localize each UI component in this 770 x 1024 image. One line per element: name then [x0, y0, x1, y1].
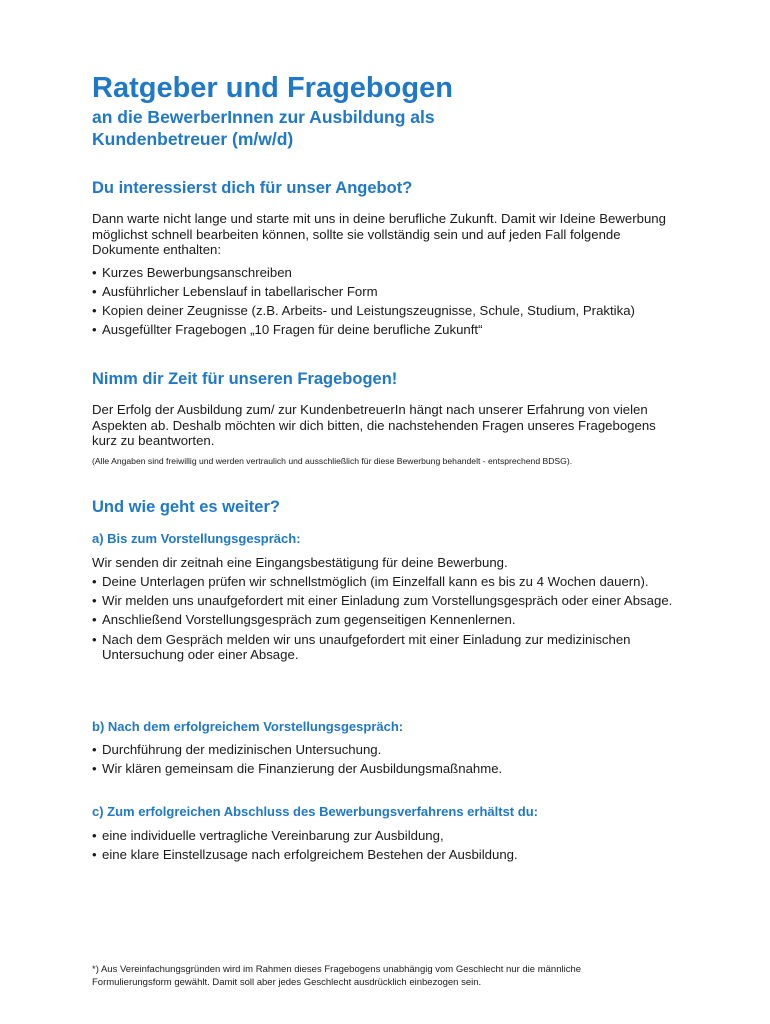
list-item: • Anschließend Vorstellungsgespräch zum gegenseitigen Kennenlernen. [92, 612, 687, 628]
section-b-list [92, 742, 692, 780]
list-item: • Wir melden uns unaufgefordert mit einer Einladung zum Vorstellungsgespräch oder einer Absage. [92, 593, 687, 609]
list-item: • Ausgefüllter Fragebogen „10 Fragen für deine berufliche Zukunft“ [92, 322, 652, 338]
section-a-heading: a) Bis zum Vorstellungsgespräch: [92, 531, 301, 546]
footer-note: *) Aus Vereinfachungsgründen wird im Rahmen dieses Fragebogens unabhängig vom Geschlecht nur die männliche Formulierungsform gewählt. Damit soll aber jedes Geschlecht ausdrücklich einbezogen sein. [92, 964, 582, 988]
section-a-list [92, 574, 687, 666]
section-b-heading: b) Nach dem erfolgreichem Vorstellungsgespräch: [92, 719, 404, 734]
list-item: • Kopien deiner Zeugnisse (z.B. Arbeits- und Leistungszeugnisse, Schule, Studium, Praktika) [92, 303, 652, 319]
questionnaire-heading: Nimm dir Zeit für unseren Fragebogen! [92, 370, 398, 388]
intro-heading: Du interessierst dich für unser Angebot? [92, 179, 413, 197]
section-a-text: Wir senden dir zeitnah eine Eingangsbestätigung für deine Bewerbung. [92, 555, 508, 570]
privacy-note: (Alle Angaben sind freiwillig und werden vertraulich und ausschließlich für diese Bewerbung behandelt - entsprechend BDSG). [92, 456, 573, 466]
questionnaire-text: Der Erfolg der Ausbildung zum/ zur KundenbetreuerIn hängt nach unserer Erfahrung von vielen Aspekten ab. Deshalb möchten wir dich bitten, die nachstehenden Fragen unseres Fragebogens kurz zu beantworten. [92, 402, 656, 449]
section-c-list [92, 828, 692, 866]
list-item: • Nach dem Gespräch melden wir uns unaufgefordert mit einer Einladung zur medizinischen Untersuchung oder einer Absage. [92, 632, 687, 663]
documents-list [92, 265, 652, 341]
list-item: • Durchführung der medizinischen Untersuchung. [92, 742, 692, 758]
intro-text: Dann warte nicht lange und starte mit uns in deine berufliche Zukunft. Damit wir Ideine Bewerbung möglichst schnell bearbeiten können, sollte sie vollständig sein und auf jeden Fall folgende Dokumente enthalten: [92, 211, 666, 258]
page-title: Ratgeber und Fragebogen [92, 72, 453, 104]
list-item: • eine individuelle vertragliche Vereinbarung zur Ausbildung, [92, 828, 692, 844]
list-item: • Deine Unterlagen prüfen wir schnellstmöglich (im Einzelfall kann es bis zu 4 Wochen dauern). [92, 574, 687, 590]
list-item: • eine klare Einstellzusage nach erfolgreichem Bestehen der Ausbildung. [92, 847, 692, 863]
page-subtitle: an die BewerberInnen zur Ausbildung als Kundenbetreuer (m/w/d) [92, 107, 435, 149]
list-item: • Wir klären gemeinsam die Finanzierung der Ausbildungsmaßnahme. [92, 761, 692, 777]
next-steps-heading: Und wie geht es weiter? [92, 498, 280, 516]
list-item: • Kurzes Bewerbungsanschreiben [92, 265, 652, 281]
list-item: • Ausführlicher Lebenslauf in tabellarischer Form [92, 284, 652, 300]
section-c-heading: c) Zum erfolgreichen Abschluss des Bewerbungsverfahrens erhältst du: [92, 804, 538, 819]
